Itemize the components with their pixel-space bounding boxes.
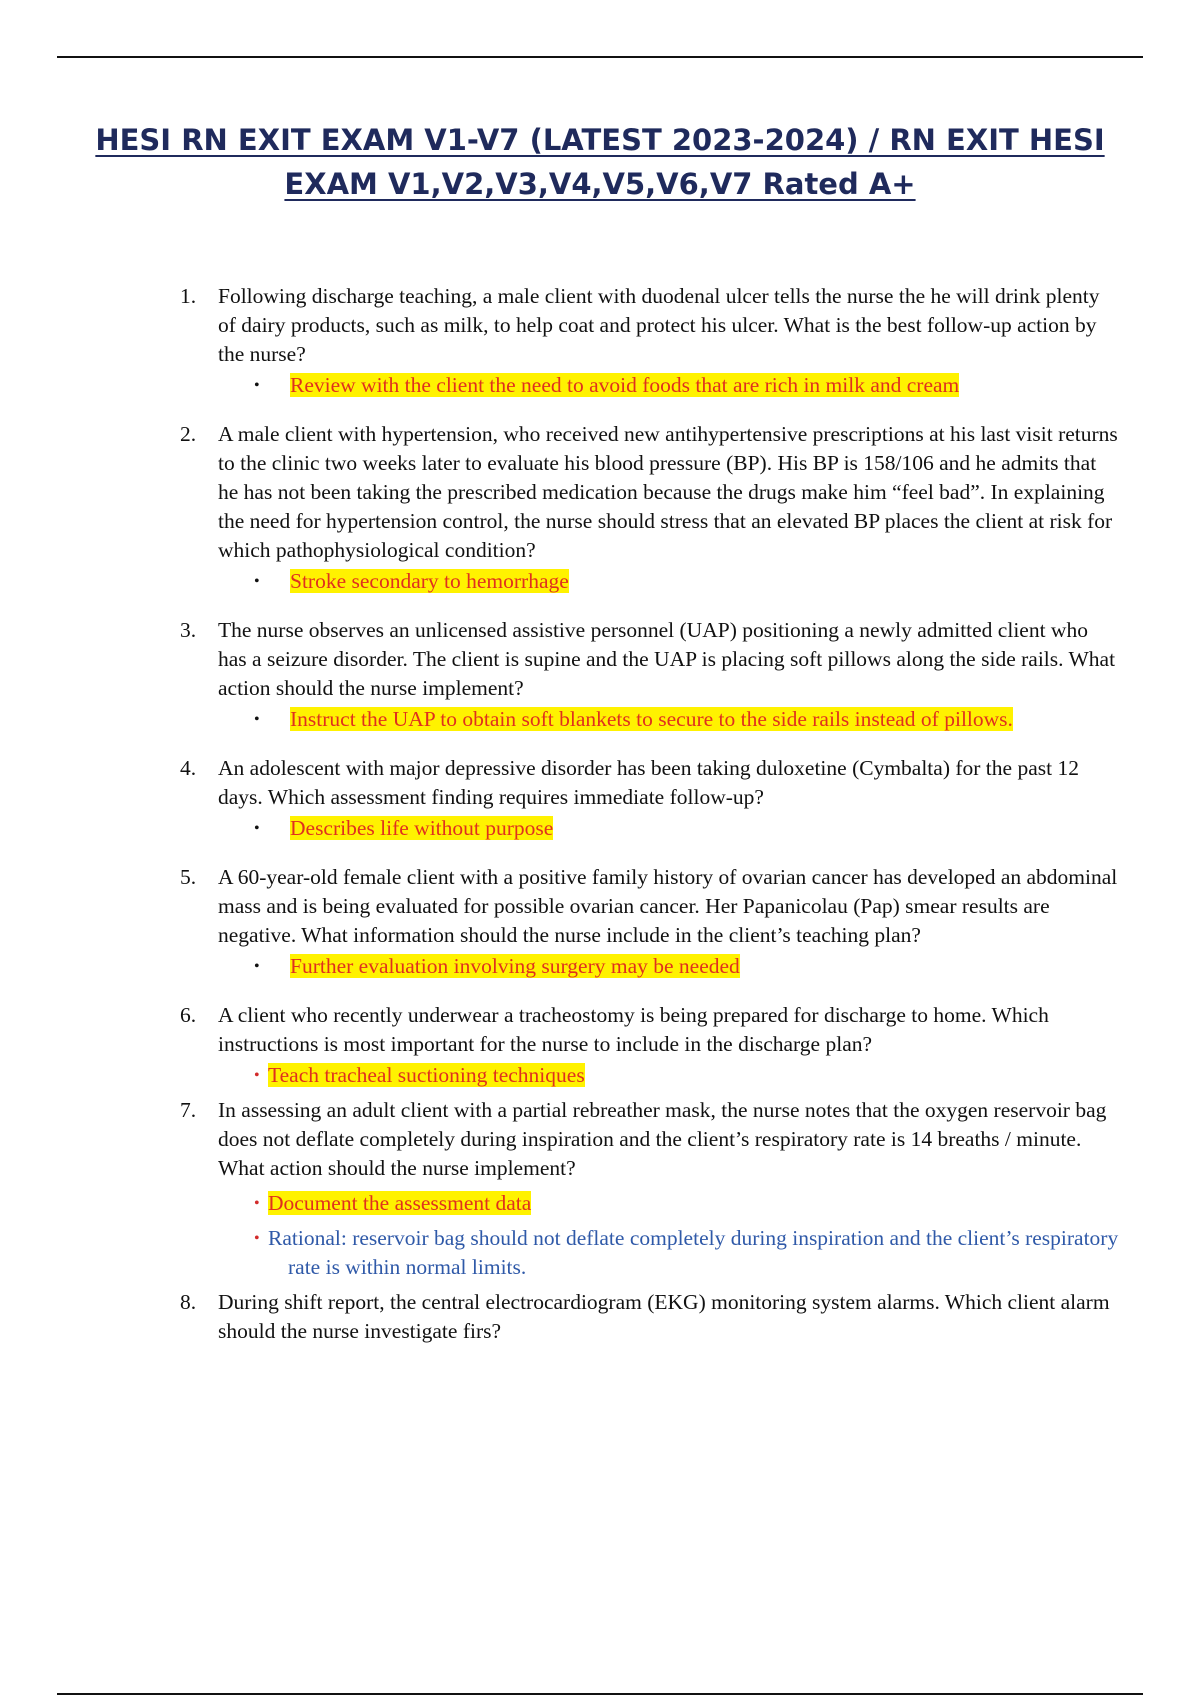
- answer-list: [218, 814, 1120, 843]
- bullet-icon: •: [254, 711, 260, 728]
- highlighted-answer: Teach tracheal suctioning techniques: [268, 1063, 585, 1087]
- question-number: 3.: [180, 618, 197, 642]
- top-rule: [57, 56, 1143, 58]
- question-text: An adolescent with major depressive disorder has been taking duloxetine (Cymbalta) for the past 12 days. Which assessment finding requires immediate follow-up?: [218, 756, 1079, 809]
- answer-list: [218, 1061, 1120, 1090]
- question-1: [180, 282, 1120, 400]
- question-7: [180, 1096, 1120, 1282]
- red-bullet-icon: •: [254, 1067, 260, 1084]
- bullet-icon: •: [254, 377, 260, 394]
- bullet-icon: •: [254, 820, 260, 837]
- question-3: [180, 616, 1120, 734]
- red-bullet-icon: •: [254, 1195, 260, 1212]
- question-number: 6.: [180, 1003, 197, 1027]
- question-text: A male client with hypertension, who received new antihypertensive prescriptions at his last visit returns to the clinic two weeks later to evaluate his blood pressure (BP). His BP is 158/106 and he admits that he has not been taking the prescribed medication because the drugs make him “feel bad”. In explaining the need for hypertension control, the nurse should stress that an elevated BP places the client at risk for which pathophysiological condition?: [218, 422, 1118, 562]
- highlighted-answer: Instruct the UAP to obtain soft blankets to secure to the side rails instead of pillows.: [290, 707, 1013, 731]
- question-list: [180, 282, 1120, 1366]
- document-title: [60, 118, 1140, 206]
- question-text: A client who recently underwear a tracheostomy is being prepared for discharge to home. Which instructions is most important for the nurse to include in the discharge plan?: [218, 1003, 1049, 1056]
- question-number: 2.: [180, 422, 197, 446]
- answer-item: [218, 952, 1120, 981]
- answer-item: [218, 814, 1120, 843]
- answer-list: [218, 371, 1120, 400]
- bullet-icon: •: [254, 958, 260, 975]
- answer-item: [218, 371, 1120, 400]
- question-text: During shift report, the central electrocardiogram (EKG) monitoring system alarms. Which client alarm should the nurse investigate firs?: [218, 1290, 1110, 1343]
- answer-item: [218, 567, 1120, 596]
- question-number: 4.: [180, 756, 197, 780]
- question-text: The nurse observes an unlicensed assistive personnel (UAP) positioning a newly admitted client who has a seizure disorder. The client is supine and the UAP is placing soft pillows along the side rails. What action should the nurse implement?: [218, 618, 1116, 700]
- question-number: 7.: [180, 1098, 197, 1122]
- red-bullet-icon: •: [254, 1230, 260, 1247]
- bottom-rule: [57, 1693, 1143, 1695]
- question-number: 8.: [180, 1290, 197, 1314]
- highlighted-answer: Stroke secondary to hemorrhage: [290, 569, 569, 593]
- question-number: 1.: [180, 284, 197, 308]
- highlighted-answer: Document the assessment data: [268, 1191, 532, 1215]
- question-number: 5.: [180, 865, 197, 889]
- answer-item: [218, 1189, 1120, 1218]
- answer-list: [218, 952, 1120, 981]
- rationale-text: Rational: reservoir bag should not deflate completely during inspiration and the client’s respiratory rate is within normal limits.: [268, 1226, 1119, 1279]
- question-text: A 60-year-old female client with a positive family history of ovarian cancer has developed an abdominal mass and is being evaluated for possible ovarian cancer. Her Papanicolau (Pap) smear results are negative. What information should the nurse include in the client’s teaching plan?: [218, 865, 1118, 947]
- highlighted-answer: Review with the client the need to avoid foods that are rich in milk and cream: [290, 373, 960, 397]
- answer-item: [218, 705, 1120, 734]
- highlighted-answer: Describes life without purpose: [290, 816, 554, 840]
- question-8: [180, 1288, 1120, 1346]
- question-text: Following discharge teaching, a male client with duodenal ulcer tells the nurse the he will drink plenty of dairy products, such as milk, to help coat and protect his ulcer. What is the best follow-up action by the nurse?: [218, 284, 1100, 366]
- title-line-1: HESI RN EXIT EXAM V1-V7 (LATEST 2023-2024) / RN EXIT HESI: [95, 123, 1105, 157]
- title-line-2: EXAM V1,V2,V3,V4,V5,V6,V7 Rated A+: [284, 167, 916, 201]
- question-6: [180, 1001, 1120, 1090]
- question-4: [180, 754, 1120, 843]
- answer-list: [218, 567, 1120, 596]
- answer-list: [218, 1189, 1120, 1282]
- question-5: [180, 863, 1120, 981]
- rationale-item: [218, 1224, 1120, 1282]
- bullet-icon: •: [254, 573, 260, 590]
- question-text: In assessing an adult client with a partial rebreather mask, the nurse notes that the oxygen reservoir bag does not deflate completely during inspiration and the client’s respiratory rate is 14 breaths / minute. What action should the nurse implement?: [218, 1098, 1107, 1180]
- question-2: [180, 420, 1120, 596]
- answer-list: [218, 705, 1120, 734]
- highlighted-answer: Further evaluation involving surgery may be needed: [290, 954, 740, 978]
- answer-item: [218, 1061, 1120, 1090]
